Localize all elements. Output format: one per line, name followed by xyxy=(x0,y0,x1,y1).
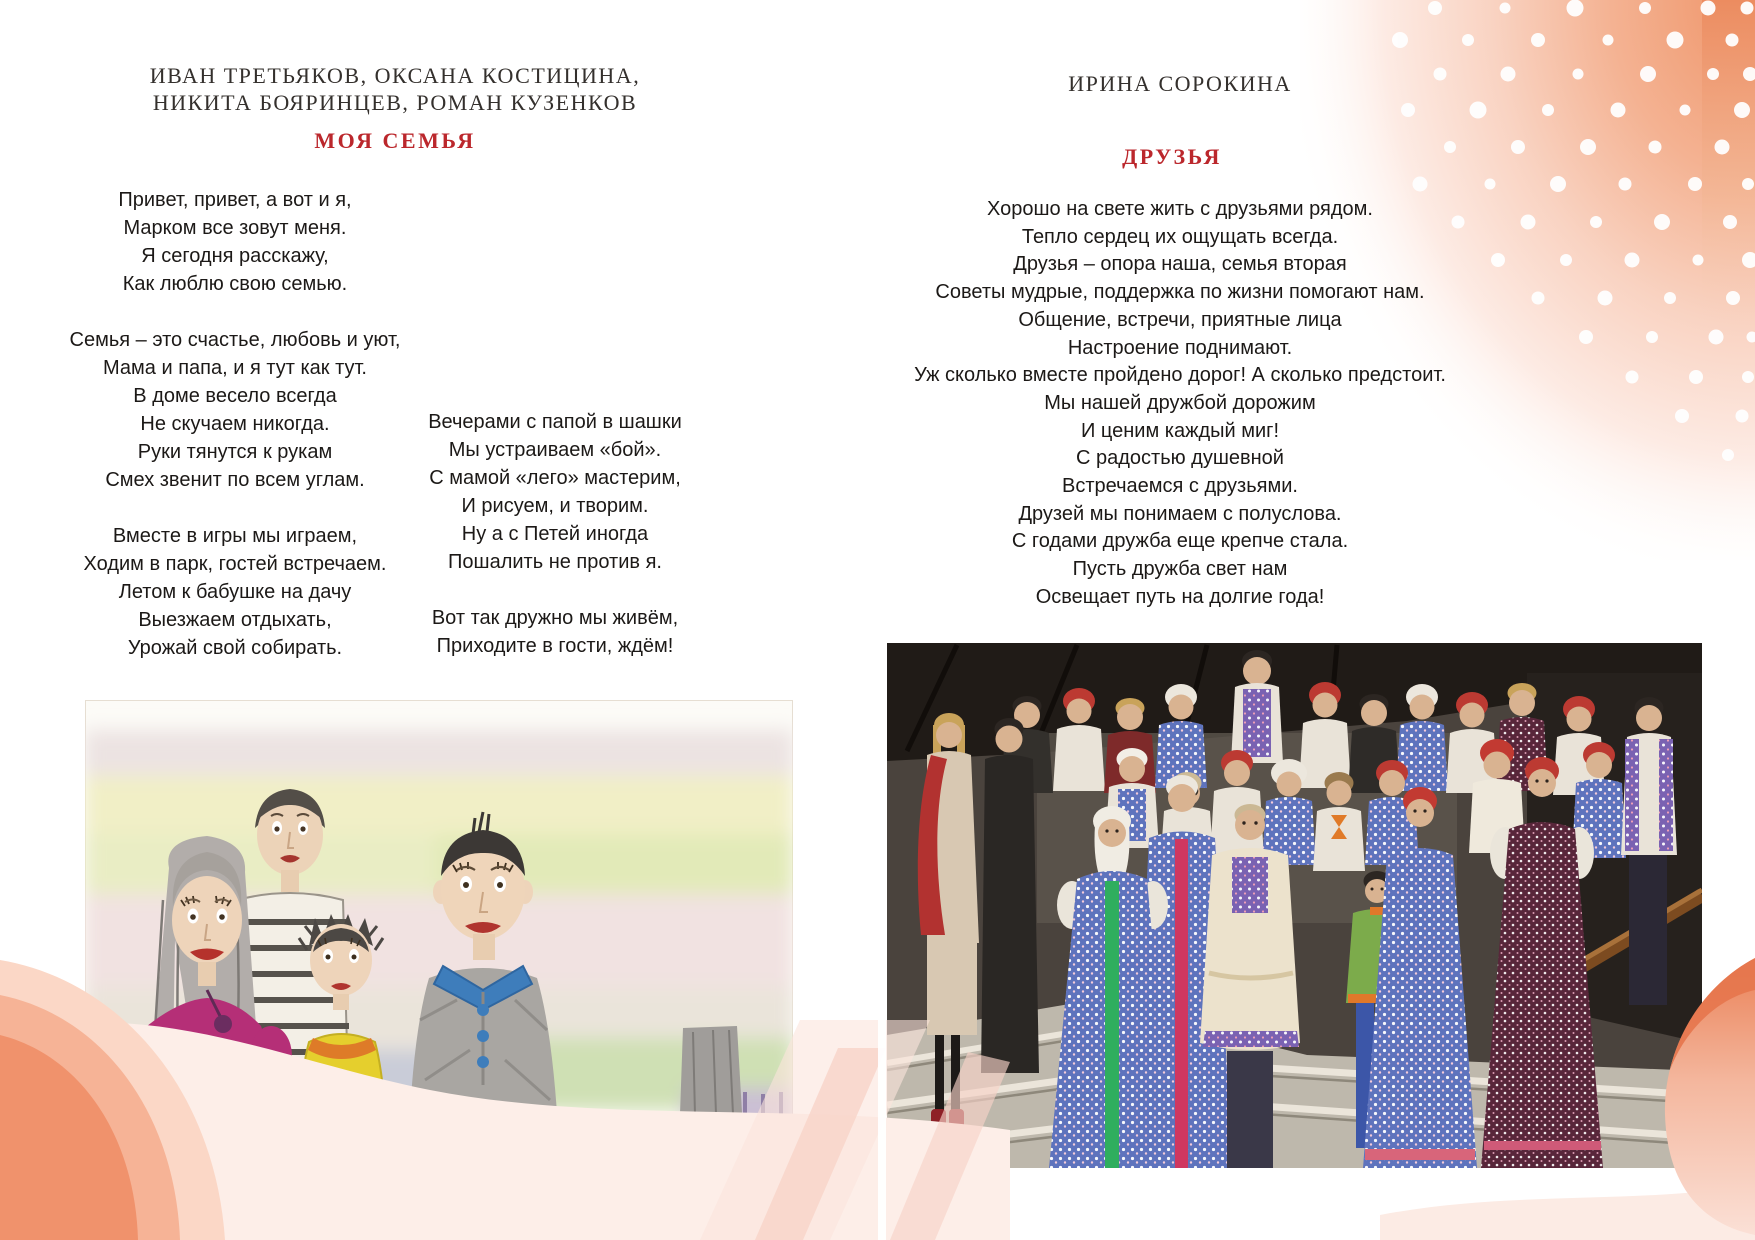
poem-line: Вечерами с папой в шашки xyxy=(428,411,682,433)
stanza xyxy=(400,604,710,660)
poem-line: Марком все зовут меня. xyxy=(123,217,347,239)
poem-line: Ходим в парк, гостей встречаем. xyxy=(83,553,387,575)
circle-decoration-bottom-right xyxy=(1380,930,1755,1240)
poem-line: Пусть дружба свет нам xyxy=(1072,558,1288,581)
poem-line: Мы устраиваем «бой». xyxy=(448,439,662,461)
poem-line: Не скучаем никогда. xyxy=(140,413,330,435)
stanza xyxy=(15,326,455,494)
poem-line: С годами дружба еще крепче стала. xyxy=(1011,530,1349,553)
poem-line: С радостью душевной xyxy=(1076,447,1284,470)
poem-line: Привет, привет, а вот и я, xyxy=(118,189,352,211)
poem-line: Как люблю свою семью. xyxy=(122,273,348,295)
poem-line: Выезжаем отдыхать, xyxy=(138,609,332,631)
poem-line: Встречаемся с друзьями. xyxy=(1062,475,1298,498)
poem-line: Урожай свой собирать. xyxy=(127,637,343,659)
poem-line: Я сегодня расскажу, xyxy=(141,245,329,267)
authors-line: НИКИТА БОЯРИНЦЕВ, РОМАН КУЗЕНКОВ xyxy=(152,90,638,115)
poem-title-left: МОЯ СЕМЬЯ xyxy=(314,128,476,153)
poem-line: С мамой «лего» мастерим, xyxy=(429,467,681,489)
poem-line: Приходите в гости, ждём! xyxy=(436,635,674,657)
poem-left-column1 xyxy=(15,186,455,662)
poem-line: И рисуем, и творим. xyxy=(461,495,649,517)
poem-line: Друзья – опора наша, семья вторая xyxy=(1013,253,1347,276)
poem-line: Советы мудрые, поддержка по жизни помогают нам. xyxy=(935,281,1425,304)
stanza xyxy=(15,522,455,662)
author-right: ИРИНА СОРОКИНА xyxy=(1068,71,1292,96)
poem-line: Уж сколько вместе пройдено дорог! А сколько предстоит. xyxy=(914,364,1446,387)
poem-line: Вместе в игры мы играем, xyxy=(112,525,358,547)
poem-line: Друзей мы понимаем с полуслова. xyxy=(1018,502,1342,525)
poem-left-column2 xyxy=(400,408,710,660)
poem-right xyxy=(850,196,1510,612)
stanza xyxy=(15,186,455,298)
poem-line: Семья – это счастье, любовь и уют, xyxy=(69,329,401,351)
poem-line: Смех звенит по всем углам. xyxy=(105,469,365,491)
poem-title-right: ДРУЗЬЯ xyxy=(1122,144,1222,169)
poem-line: Настроение поднимают. xyxy=(1067,336,1293,359)
poem-line: Летом к бабушке на дачу xyxy=(118,581,352,603)
poem-line: Тепло сердец их ощущать всегда. xyxy=(1021,225,1339,248)
poem-line: Общение, встречи, приятные лица xyxy=(1018,308,1342,331)
poem-line: Мама и папа, и я тут как тут. xyxy=(103,357,367,379)
poem-line: Освещает путь на долгие года! xyxy=(1035,585,1325,608)
stanza xyxy=(400,408,710,576)
authors-left xyxy=(0,62,790,116)
poem-line: В доме весело всегда xyxy=(133,385,337,407)
poem-line: Хорошо на свете жить с друзьями рядом. xyxy=(987,198,1373,220)
poem-line: Вот так дружно мы живём, xyxy=(431,607,679,629)
authors-line: ИВАН ТРЕТЬЯКОВ, ОКСАНА КОСТИЦИНА, xyxy=(149,63,641,88)
poem-line: Мы нашей дружбой дорожим xyxy=(1044,391,1316,414)
poem-line: Пошалить не против я. xyxy=(448,551,662,573)
poem-line: Ну а с Петей иногда xyxy=(461,523,649,545)
poem-line: Руки тянутся к рукам xyxy=(137,441,333,463)
poem-line: И ценим каждый миг! xyxy=(1080,419,1280,442)
swirl-decoration-bottom-left xyxy=(0,940,1010,1240)
